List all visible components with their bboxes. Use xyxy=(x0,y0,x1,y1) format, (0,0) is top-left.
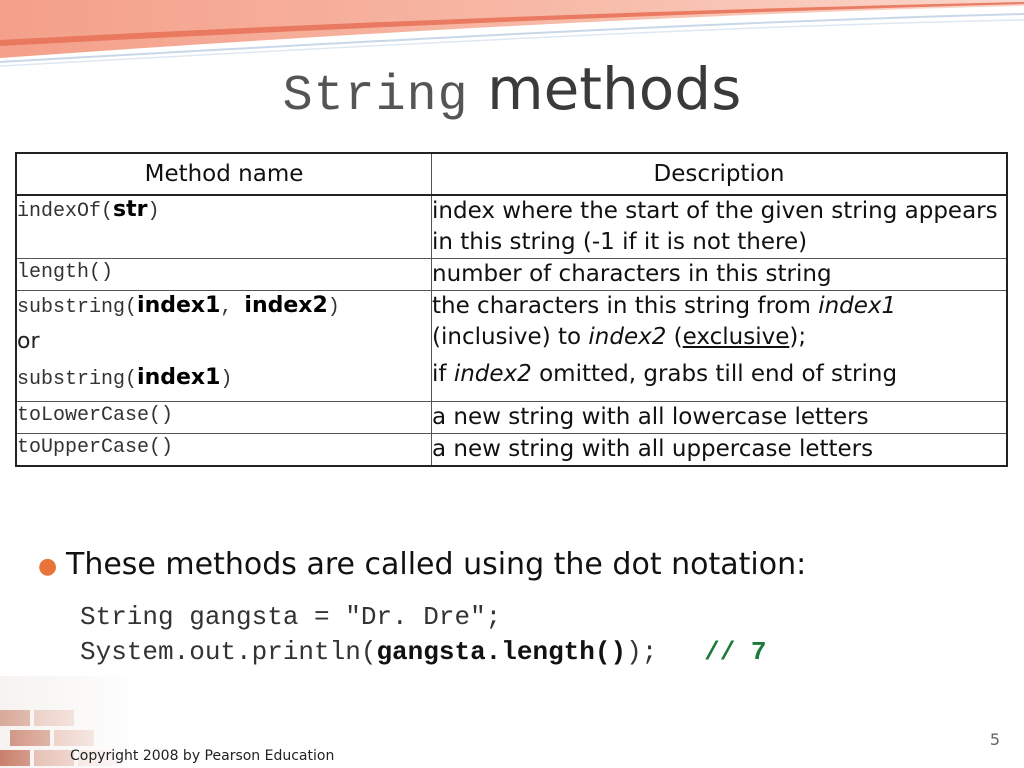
copyright-text: Copyright 2008 by Pearson Education xyxy=(70,748,335,764)
method-param: index1 xyxy=(137,293,221,318)
table-header-row xyxy=(16,153,1007,195)
desc-italic: index2 xyxy=(588,324,667,350)
column-header-method: Method name xyxy=(16,153,432,195)
code-line-1: String gangsta = "Dr. Dre"; xyxy=(80,602,502,632)
code-text: System.out.println( xyxy=(80,637,377,667)
description-cell: index where the start of the given string appears in this string (-1 if it is not there) xyxy=(432,195,1008,259)
code-comment: // 7 xyxy=(704,637,767,667)
method-param: str xyxy=(113,197,148,222)
description-cell: number of characters in this string xyxy=(432,259,1008,291)
desc-text: the characters in this string from xyxy=(432,293,819,319)
method-param: index2 xyxy=(244,293,328,318)
desc-italic: index2 xyxy=(453,361,532,387)
table-row xyxy=(16,434,1007,467)
description-cell: a new string with all uppercase letters xyxy=(432,434,1008,467)
method-text: ) xyxy=(327,296,340,319)
method-name-cell xyxy=(16,291,432,402)
page-number: 5 xyxy=(989,730,1000,749)
desc-underlined: exclusive xyxy=(682,324,790,350)
method-text: ) xyxy=(220,368,233,391)
table-row xyxy=(16,402,1007,434)
code-text: ); xyxy=(626,637,705,667)
or-text: or xyxy=(17,329,40,354)
desc-text: ( xyxy=(666,324,683,350)
desc-text: (inclusive) to xyxy=(432,324,589,350)
method-text: ) xyxy=(147,200,160,223)
bullet-dot-icon: ● xyxy=(38,554,58,579)
desc-text: omitted, grabs till end of string xyxy=(531,361,898,387)
method-text: substring( xyxy=(17,296,138,319)
description-cell: a new string with all lowercase letters xyxy=(432,402,1008,434)
desc-text: ); xyxy=(789,324,807,350)
code-example xyxy=(80,600,767,670)
description-cell xyxy=(432,291,1008,402)
method-param: index1 xyxy=(137,365,221,390)
title-mono-part: String xyxy=(282,68,469,125)
method-text: , xyxy=(220,296,245,319)
table-row xyxy=(16,195,1007,259)
method-text: substring( xyxy=(17,368,138,391)
desc-italic: index1 xyxy=(818,293,897,319)
string-methods-table xyxy=(15,152,1008,467)
method-name-cell: toUpperCase() xyxy=(16,434,432,467)
column-header-description: Description xyxy=(432,153,1008,195)
desc-text: if xyxy=(432,361,454,387)
method-name-cell: toLowerCase() xyxy=(16,402,432,434)
table-row xyxy=(16,259,1007,291)
bullet-text: These methods are called using the dot notation: xyxy=(66,547,807,582)
table-row xyxy=(16,291,1007,402)
method-name-cell xyxy=(16,195,432,259)
code-bold: gangsta.length() xyxy=(376,637,627,667)
method-name-cell: length() xyxy=(16,259,432,291)
code-line-2 xyxy=(80,637,767,667)
method-text: indexOf( xyxy=(17,200,114,223)
slide-title xyxy=(0,54,1024,132)
title-word-part: methods xyxy=(487,55,742,123)
